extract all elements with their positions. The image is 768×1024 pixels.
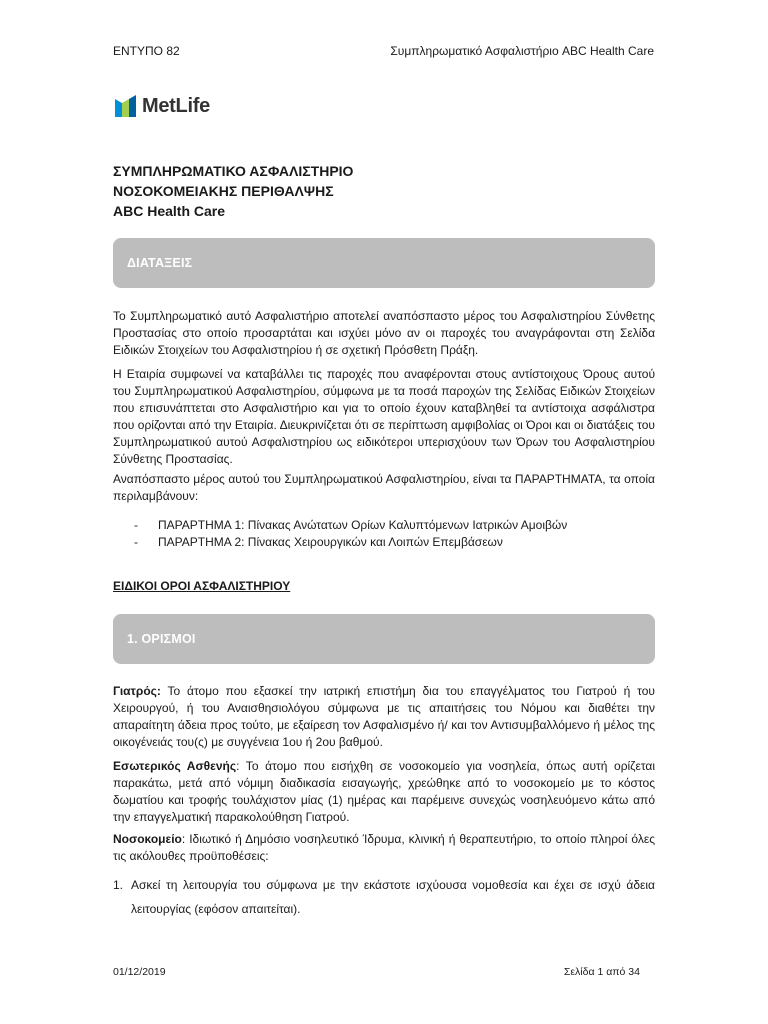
paragraph-3: Αναπόσπαστο μέρος αυτού του Συμπληρωματικού Ασφαλιστηρίου, είναι τα ΠΑΡΑΡΤΗΜΑΤΑ, τα οποία περιλαμβάνουν: bbox=[113, 472, 655, 503]
definition-hospital-text: : Ιδιωτικό ή Δημόσιο νοσηλευτικό Ίδρυμα, κλινική ή θεραπευτήριο, το οποίο πληροί όλες τις ακόλουθες προϋποθέσεις: bbox=[113, 832, 655, 863]
item-text: Ασκεί τη λειτουργία του σύμφωνα με την εκάστοτε ισχύουσα νομοθεσία και έχει σε ισχύ άδεια λειτουργίας (εφόσον απαιτείται). bbox=[131, 878, 655, 916]
item-number: 1. bbox=[113, 878, 124, 892]
title-line-1: ΣΥΜΠΛΗΡΩΜΑΤΙΚΟ ΑΣΦΑΛΙΣΤΗΡΙΟ bbox=[113, 163, 354, 179]
definition-inpatient bbox=[113, 758, 655, 826]
annex-list bbox=[134, 517, 567, 551]
annex-2: ΠΑΡΑΡΤΗΜΑ 2: Πίνακας Χειρουργικών και Λοιπών Επεμβάσεων bbox=[158, 535, 503, 549]
section-bar-label: 1. ΟΡΙΣΜΟΙ bbox=[127, 632, 196, 646]
list-item bbox=[134, 534, 567, 551]
title-line-2: ΝΟΣΟΚΟΜΕΙΑΚΗΣ ΠΕΡΙΘΑΛΨΗΣ bbox=[113, 183, 334, 199]
definition-inpatient-text: : Το άτομο που εισήχθη σε νοσοκομείο για νοσηλεία, όπως αυτή ορίζεται παρακάτω, μετά από νόμιμη διαδικασία εισαγωγής, χρεώθηκε από το νοσοκομείο με το κόστος δωματίου και τροφής τουλάχιστον μίας (1) ημέρας και παρέμεινε συνεχώς νοσηλευόμενο κάτω από την επαγγελματική παρακολούθηση Γιατρού. bbox=[113, 759, 655, 824]
term-hospital: Νοσοκομείο bbox=[113, 832, 182, 846]
list-item bbox=[134, 517, 567, 534]
paragraph-2: Η Εταιρία συμφωνεί να καταβάλλει τις παροχές που αναφέρονται στους αντίστοιχους Όρους αυτού του Συμπληρωματικού Ασφαλιστηρίου, σύμφωνα με τα ποσά παροχών της Σελίδας Ειδικών Στοιχείων που επισυνάπτεται στο Ασφαλιστήριο και για το οποίο έχουν καταβληθεί τα αντίστοιχα ασφάλιστρα που ορίζονται από την Εταιρία. Διευκρινίζεται ότι σε περίπτωση αμφιβολίας οι Όροι και οι διατάξεις του Συμπληρωματικού αυτού Ασφαλιστηρίου ως ειδικότεροι υπερισχύουν των Όρων του Ασφαλιστηρίου Σύνθετης Προστασίας. bbox=[113, 367, 655, 466]
special-terms-heading: ΕΙΔΙΚΟΙ ΟΡΟΙ ΑΣΦΑΛΙΣΤΗΡΙΟΥ bbox=[113, 579, 291, 593]
annex-1: ΠΑΡΑΡΤΗΜΑ 1: Πίνακας Ανώτατων Ορίων Καλυπτόμενων Ιατρικών Αμοιβών bbox=[158, 518, 568, 532]
section-bar-provisions bbox=[113, 238, 655, 288]
title-line-3: ABC Health Care bbox=[113, 203, 226, 219]
form-code: ΕΝΤΥΠΟ 82 bbox=[113, 44, 180, 58]
section-bar-label: ΔΙΑΤΑΞΕΙΣ bbox=[127, 256, 193, 270]
metlife-logo-icon bbox=[115, 95, 137, 117]
section-bar-definitions bbox=[113, 614, 655, 664]
footer-page-number: Σελίδα 1 από 34 bbox=[563, 966, 640, 978]
bullet-dash: - bbox=[134, 535, 138, 549]
document-title bbox=[113, 161, 353, 221]
bullet-dash: - bbox=[134, 518, 138, 532]
metlife-logo bbox=[115, 93, 210, 119]
definition-hospital bbox=[113, 831, 655, 865]
logo-text: MetLife bbox=[142, 94, 210, 117]
footer-date: 01/12/2019 bbox=[113, 966, 166, 978]
numbered-item-1 bbox=[113, 873, 655, 921]
paragraph-1: Το Συμπληρωματικό αυτό Ασφαλιστήριο αποτελεί αναπόσπαστο μέρος του Ασφαλιστηρίου Σύνθετης Προστασίας στο οποίο προσαρτάται και ισχύει μόνο αν οι παροχές του αναγράφονται στη Σελίδα Ειδικών Στοιχείων του Ασφαλιστηρίου ή σε σχετική Πρόσθετη Πράξη. bbox=[113, 309, 655, 357]
header-doc-title: Συμπληρωματικό Ασφαλιστήριο ABC Health Care bbox=[390, 44, 654, 58]
term-inpatient: Εσωτερικός Ασθενής bbox=[113, 759, 237, 773]
definition-doctor bbox=[113, 683, 655, 751]
term-doctor: Γιατρός: bbox=[113, 684, 161, 698]
definition-doctor-text: Το άτομο που εξασκεί την ιατρική επιστήμη δια του επαγγέλματος του Γιατρού ή του Χειρουργού, ή του Αναισθησιολόγου σύμφωνα με τις απαιτήσεις του Νόμου και διαθέτει την απαραίτητη άδεια προς τούτο, με εξαίρεση τον Ασφαλισμένο ή/ και τον Αντισυμβαλλόμενο ή μέλος της οικογένειάς του(ς) με συγγένεια 1ου ή 2ου βαθμού. bbox=[113, 684, 655, 749]
